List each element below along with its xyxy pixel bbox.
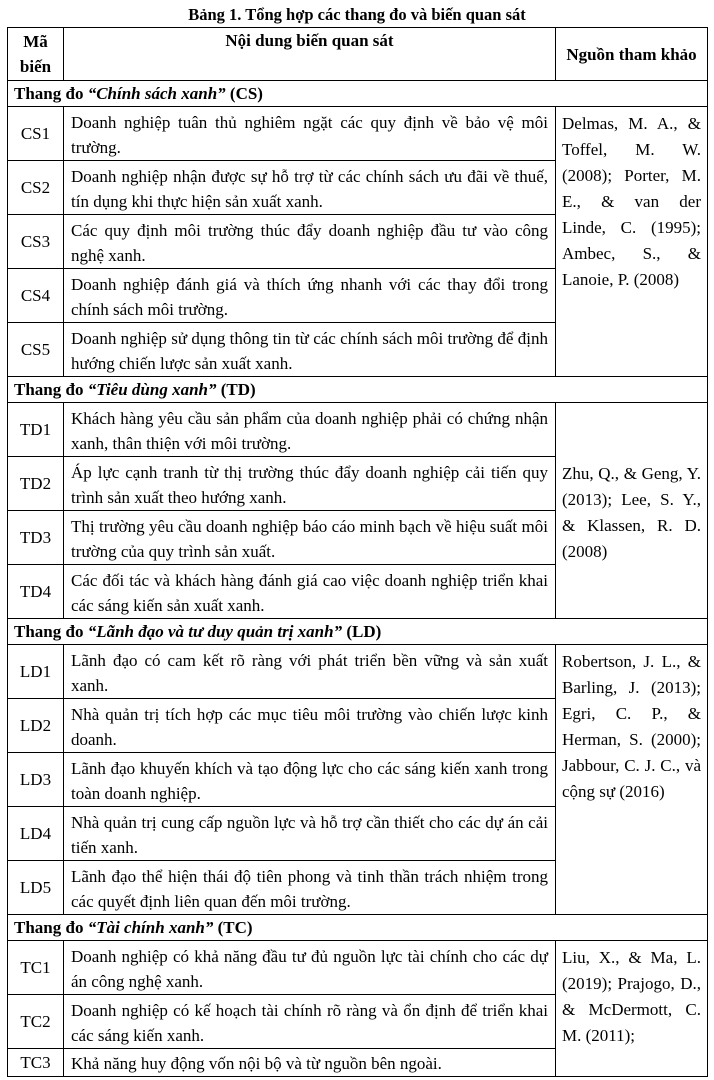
item-text: Các quy định môi trường thúc đẩy doanh nghiệp đầu tư vào công nghệ xanh. [64,215,556,269]
item-text: Nhà quản trị tích hợp các mục tiêu môi trường vào chiến lược kinh doanh. [64,699,556,753]
header-code: Mã biến [8,28,64,81]
source-cell-tc: Liu, X., & Ma, L. (2019); Prajogo, D., & McDermott, C. M. (2011); [556,941,708,1077]
item-code: TD3 [8,511,64,565]
item-code: TD2 [8,457,64,511]
group-title-ld: Thang đo “Lãnh đạo và tư duy quản trị xanh” (LD) [8,619,708,645]
item-text: Nhà quản trị cung cấp nguồn lực và hỗ trợ cần thiết cho các dự án cải tiến xanh. [64,807,556,861]
item-code: LD1 [8,645,64,699]
header-content: Nội dung biến quan sát [64,28,556,81]
header-source: Nguồn tham khảo [556,28,708,81]
group-row-cs [8,81,708,107]
source-cell-ld: Robertson, J. L., & Barling, J. (2013); Egri, C. P., & Herman, S. (2000); Jabbour, C. J. C., và cộng sự (2016) [556,645,708,915]
table-header-row [8,28,708,81]
item-text: Thị trường yêu cầu doanh nghiệp báo cáo minh bạch về hiệu suất môi trường của quy trình sản xuất. [64,511,556,565]
source-cell-td: Zhu, Q., & Geng, Y. (2013); Lee, S. Y., & Klassen, R. D. (2008) [556,403,708,619]
item-code: LD2 [8,699,64,753]
item-text: Lãnh đạo khuyến khích và tạo động lực cho các sáng kiến xanh trong toàn doanh nghiệp. [64,753,556,807]
table-row [8,941,708,995]
item-code: CS2 [8,161,64,215]
item-text: Doanh nghiệp đánh giá và thích ứng nhanh với các thay đổi trong chính sách môi trường. [64,269,556,323]
group-title-tc: Thang đo “Tài chính xanh” (TC) [8,915,708,941]
group-row-ld [8,619,708,645]
item-text: Lãnh đạo có cam kết rõ ràng với phát triển bền vững và sản xuất xanh. [64,645,556,699]
item-text: Khách hàng yêu cầu sản phẩm của doanh nghiệp phải có chứng nhận xanh, thân thiện với môi trường. [64,403,556,457]
item-text: Các đối tác và khách hàng đánh giá cao việc doanh nghiệp triển khai các sáng kiến sản xuất xanh. [64,565,556,619]
item-text: Doanh nghiệp nhận được sự hỗ trợ từ các chính sách ưu đãi về thuế, tín dụng khi thực hiện sản xuất xanh. [64,161,556,215]
item-text: Khả năng huy động vốn nội bộ và từ nguồn bên ngoài. [64,1049,556,1077]
item-code: TD1 [8,403,64,457]
item-code: CS5 [8,323,64,377]
item-code: TD4 [8,565,64,619]
item-code: TC3 [8,1049,64,1077]
group-title-td: Thang đo “Tiêu dùng xanh” (TD) [8,377,708,403]
item-code: TC1 [8,941,64,995]
scale-table [7,27,708,1077]
source-cell-cs: Delmas, M. A., & Toffel, M. W. (2008); Porter, M. E., & van der Linde, C. (1995); Ambec, S., & Lanoie, P. (2008) [556,107,708,377]
table-row [8,645,708,699]
item-code: LD5 [8,861,64,915]
item-text: Doanh nghiệp sử dụng thông tin từ các chính sách môi trường để định hướng chiến lược sản xuất xanh. [64,323,556,377]
table-row [8,403,708,457]
item-code: CS3 [8,215,64,269]
group-title-cs: Thang đo “Chính sách xanh” (CS) [8,81,708,107]
group-row-tc [8,915,708,941]
item-code: LD3 [8,753,64,807]
item-code: CS1 [8,107,64,161]
item-text: Doanh nghiệp có kế hoạch tài chính rõ ràng và ổn định để triển khai các sáng kiến xanh. [64,995,556,1049]
table-title: Bảng 1. Tổng hợp các thang đo và biến quan sát [188,5,526,24]
item-text: Lãnh đạo thể hiện thái độ tiên phong và tinh thần trách nhiệm trong các quyết định liên quan đến môi trường. [64,861,556,915]
item-text: Áp lực cạnh tranh từ thị trường thúc đẩy doanh nghiệp cải tiến quy trình sản xuất theo hướng xanh. [64,457,556,511]
item-text: Doanh nghiệp có khả năng đầu tư đủ nguồn lực tài chính cho các dự án công nghệ xanh. [64,941,556,995]
table-row [8,107,708,161]
item-code: CS4 [8,269,64,323]
item-code: LD4 [8,807,64,861]
item-text: Doanh nghiệp tuân thủ nghiêm ngặt các quy định về bảo vệ môi trường. [64,107,556,161]
group-row-td [8,377,708,403]
item-code: TC2 [8,995,64,1049]
